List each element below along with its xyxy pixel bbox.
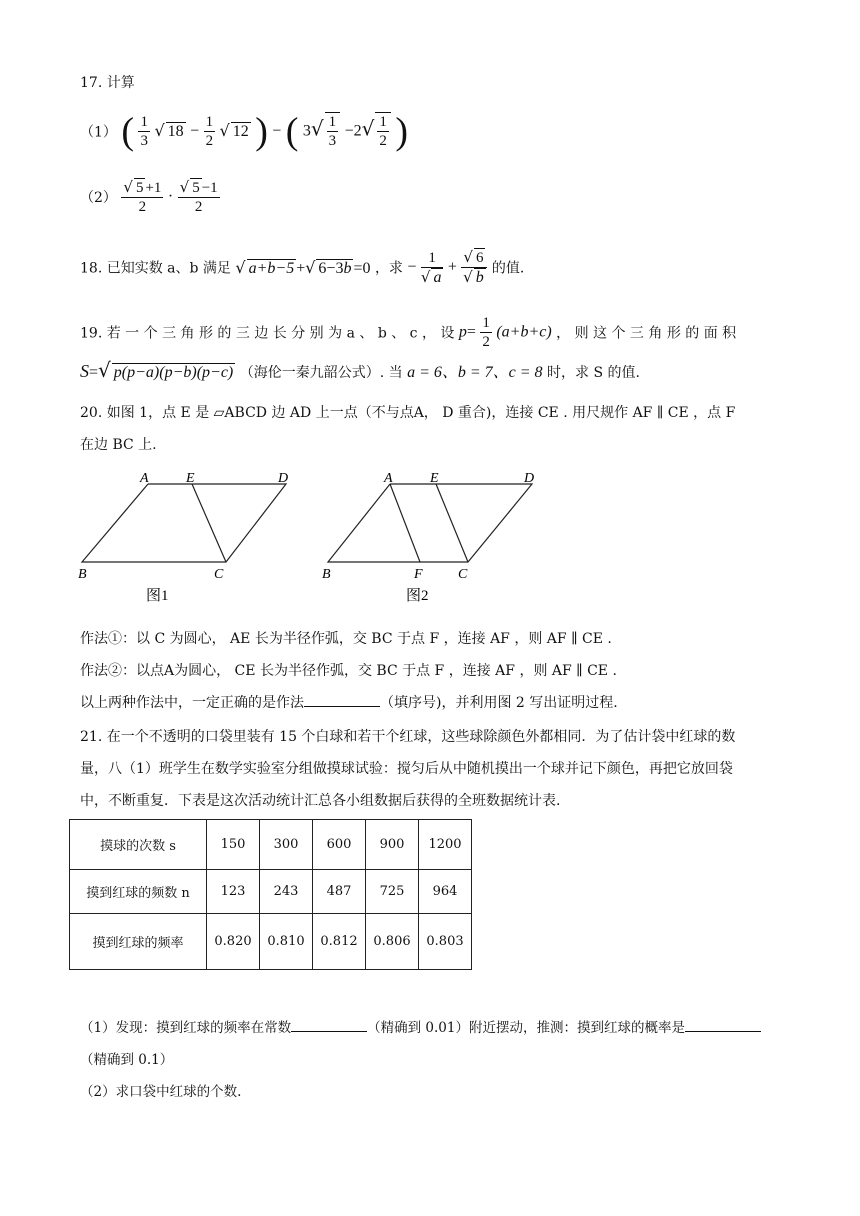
q21-part1 (80, 1016, 761, 1036)
figure-1 (70, 466, 300, 608)
fig1-label-e: E (186, 471, 195, 486)
q19-line1-text: 19. 若 一 个 三 角 形 的 三 边 长 分 别 为 a 、 b 、 c ， 设 (80, 325, 455, 342)
figure-2 (316, 466, 546, 608)
q20-method1: 作法①：以 C 为圆心， AE 长为半径作弧，交 BC 于点 F ，连接 AF ，则 AF ∥ CE . (80, 631, 612, 647)
q19-line2: S=√ p(p−a)(p−b)(p−c) （海伦一秦九韶公式）. 当 a = 6、b = 7、c = 8 时，求 S 的值. (80, 358, 640, 382)
fig2-label-a: A (384, 471, 393, 486)
table-cell: 摸到红球的频率 (70, 914, 207, 970)
q19-line2-tail: 时，求 S 的值. (547, 365, 640, 381)
table-cell: 300 (260, 820, 313, 870)
fig1-segment-ce (192, 484, 226, 562)
table-cell: 123 (207, 870, 260, 914)
table-cell: 243 (260, 870, 313, 914)
q17-part2-label: （2） (80, 190, 117, 206)
fig2-segment-af (390, 484, 420, 562)
q17-title: 17. 计算 (80, 75, 135, 91)
q19-line2-mid: （海伦一秦九韶公式）. 当 (239, 365, 403, 381)
fig1-label-a: A (140, 471, 149, 486)
table-cell: 摸球的次数 s (70, 820, 207, 870)
q21-line2: 量，八（1）班学生在数学实验室分组做摸球试验：搅匀后从中随机摸出一个球并记下颜色，再把它放回袋 (80, 761, 733, 777)
q18-mid: ，求 (374, 260, 403, 277)
table-cell: 0.820 (207, 914, 260, 970)
q21-part1-a: （1）发现：摸到红球的频率在常数 (80, 1020, 292, 1036)
fig1-caption: 图1 (146, 588, 169, 604)
fig1-label-c: C (214, 567, 224, 582)
q21-line1: 21. 在一个不透明的口袋里装有 15 个白球和若干个红球，这些球除颜色外都相同．为了估计袋中红球的数 (80, 729, 736, 745)
fig1-parallelogram (82, 484, 286, 562)
q21-part1-c: （精确到 0.1） (80, 1052, 174, 1068)
q19-values: a = 6、b = 7、c = 8 (407, 364, 543, 381)
table-row (70, 870, 472, 914)
q21-part1-b: （精确到 0.01）附近摆动，推测：摸到红球的概率是 (367, 1020, 685, 1036)
q19-line1: 19. 若 一 个 三 角 形 的 三 边 长 分 别 为 a 、 b 、 c ， 设 p= $\frac{1}{2}$ (a+b+c) ， 则 这 个 三 角 形 的 面 积 (80, 315, 737, 350)
q21-line3: 中，不断重复．下表是这次活动统计汇总各小组数据后获得的全班数据统计表. (80, 793, 561, 809)
fig2-caption: 图2 (406, 588, 429, 604)
q18: 18. 已知实数 a、b 满足 √ a+b−5 +√ 6−3b =0 ，求 − $\frac{1}{√ a}$ + $\frac{√ 6}{√ b}$ 的值. (80, 248, 525, 286)
fig2-segment-ce (436, 484, 468, 562)
table-cell: 1200 (419, 820, 472, 870)
table-row (70, 914, 472, 970)
q17-part1: （1） ( $\frac{1}{3}$ √ 18 − $\frac{1}{2}$ √ 12 ) − ( 3√ $\frac{1}{3}$ −2√ $\frac{1}{2}$ ) (80, 110, 408, 153)
table-cell: 0.806 (366, 914, 419, 970)
q18-lead: 18. 已知实数 a、b 满足 (80, 260, 231, 277)
table-cell: 0.812 (313, 914, 366, 970)
q20-conclusion-a: 以上两种作法中，一定正确的是作法 (80, 695, 304, 711)
q17-part1-label: （1） (80, 124, 117, 141)
fig1-label-d: D (278, 471, 289, 486)
q21-part2: （2）求口袋中红球的个数. (80, 1084, 242, 1100)
answer-blank[interactable] (291, 1017, 367, 1032)
table-cell: 0.803 (419, 914, 472, 970)
fig2-label-c: C (458, 567, 468, 582)
fig2-label-f: F (414, 567, 423, 582)
q18-tail: 的值. (491, 260, 525, 277)
answer-blank[interactable] (304, 692, 380, 707)
answer-blank[interactable] (685, 1017, 761, 1032)
table-cell: 964 (419, 870, 472, 914)
q19-line1-tail: ， 则 这 个 三 角 形 的 面 积 (556, 325, 737, 342)
fig2-parallelogram (328, 484, 532, 562)
table-cell: 725 (366, 870, 419, 914)
fig2-label-b: B (322, 567, 331, 582)
fig2-label-d: D (524, 471, 535, 486)
table-cell: 150 (207, 820, 260, 870)
frequency-table (69, 819, 472, 970)
q17-part2: （2） $\frac{√ 5 +1}{2}$ · $\frac{√ 5 -1}{2}$ (80, 178, 218, 215)
fig1-label-b: B (78, 567, 87, 582)
q20-conclusion-b: （填序号)，并利用图 2 写出证明过程. (380, 695, 618, 711)
q20-method2: 作法②：以点A为圆心， CE 长为半径作弧，交 BC 于点 F ，连接 AF ，则 AF ∥ CE . (80, 663, 617, 679)
table-cell: 900 (366, 820, 419, 870)
table-cell: 600 (313, 820, 366, 870)
table-cell: 487 (313, 870, 366, 914)
fig2-label-e: E (430, 471, 439, 486)
table-cell: 0.810 (260, 914, 313, 970)
q20-conclusion (80, 692, 618, 712)
q20-line1: 20. 如图 1，点 E 是 ▱ABCD 边 AD 上一点（不与点A， D 重合)，连接 CE . 用尺规作 AF ∥ CE ，点 F (80, 405, 736, 421)
table-cell: 摸到红球的频数 n (70, 870, 207, 914)
q20-line2: 在边 BC 上. (80, 437, 157, 453)
table-row (70, 820, 472, 870)
